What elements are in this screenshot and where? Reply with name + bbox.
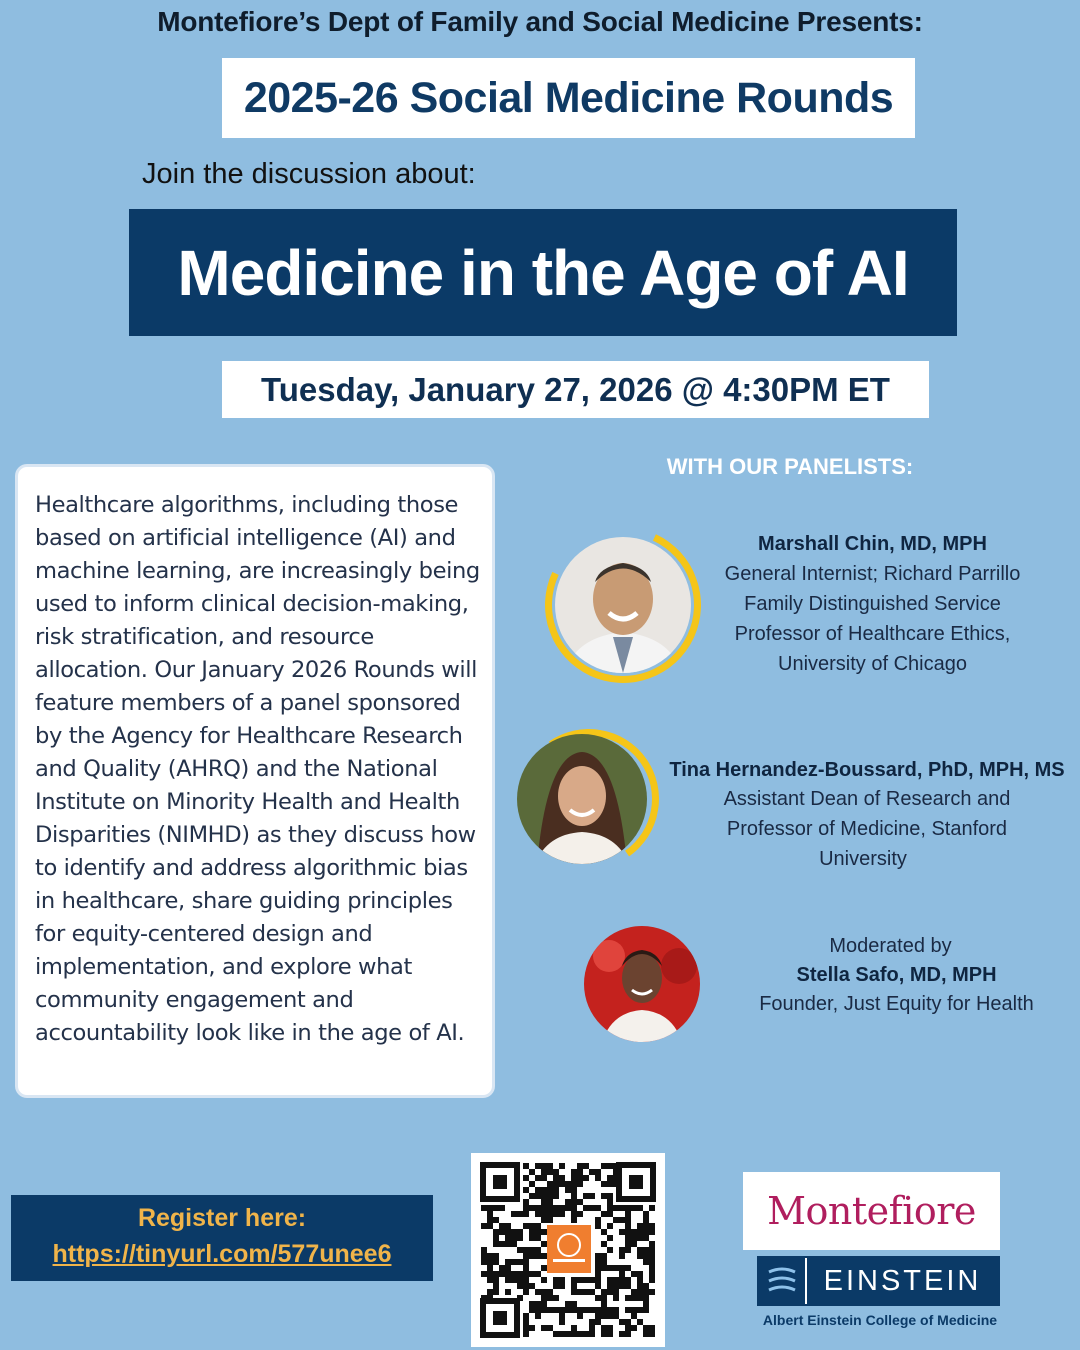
event-title: Medicine in the Age of AI (177, 236, 909, 309)
moderator-photo-safo (584, 926, 700, 1042)
title-banner (129, 209, 957, 336)
panelist-title-line: Family Distinguished Service (744, 593, 1001, 615)
panelist-title-line: Professor of Healthcare Ethics, (734, 623, 1011, 645)
einstein-subtitle: Albert Einstein College of Medicine (762, 1312, 998, 1328)
register-link[interactable]: https://tinyurl.com/577unee6 (52, 1240, 392, 1268)
panelist-bio-chin (690, 529, 1055, 679)
registration-qr-code[interactable] (471, 1153, 665, 1347)
panelist-title-line: Professor of Medicine, Stanford (726, 818, 1008, 840)
qr-code-graphic (471, 1153, 665, 1347)
montefiore-logo (743, 1172, 1000, 1250)
panelist-bio-hernandez-boussard (668, 755, 1066, 785)
register-banner (11, 1195, 433, 1281)
presenter-line: Montefiore’s Dept of Family and Social Medicine Presents: (157, 6, 923, 37)
series-banner (222, 58, 915, 138)
moderator-title: Founder, Just Equity for Health (759, 993, 1034, 1015)
panelist-title-line: General Internist; Richard Parrillo (724, 563, 1021, 585)
panelist-bio-lines (690, 784, 1044, 874)
einstein-logo (757, 1256, 1000, 1306)
panelist-name: Marshall Chin, MD, MPH (758, 533, 987, 555)
date-banner (222, 361, 929, 418)
moderator-name: Stella Safo, MD, MPH (796, 964, 997, 986)
panelist-title-line: University of Chicago (778, 653, 967, 675)
event-datetime: Tuesday, January 27, 2026 @ 4:30PM ET (261, 370, 890, 408)
description-card (15, 464, 495, 1098)
montefiore-wordmark: Montefiore (767, 1189, 976, 1233)
moderator-prefix: Moderated by (829, 935, 952, 957)
einstein-emblem-icon (759, 1258, 805, 1304)
panelist-photo-chin (555, 537, 691, 673)
description-text: Healthcare algorithms, including those based on artificial intelligence (AI) and machine learning, are increasingly being used to inform clinical decision-making, risk stratification, and resource allocation. Our January 2026 Rounds will feature members of a panel sponsored by the Agency for Healthcare Research and Quality (AHRQ) and the National Institute on Minority Health and Health Disparities (NIMHD) as they discuss how to identify and address algorithmic bias in healthcare, share guiding principles for equity-centered design and implementation, and explore what community engagement and accountability look like in the age of AI. (35, 492, 480, 1046)
register-label: Register here: (137, 1204, 307, 1232)
einstein-wordmark: EINSTEIN (807, 1258, 998, 1304)
moderator-bio (745, 932, 1048, 1019)
series-title: 2025-26 Social Medicine Rounds (243, 73, 894, 122)
panelist-photo-hernandez-boussard (517, 734, 647, 864)
panelist-title-line: Assistant Dean of Research and (723, 788, 1011, 810)
join-text: Join the discussion about: (142, 158, 476, 190)
panelist-title-line: University (819, 848, 907, 870)
panelist-name: Tina Hernandez-Boussard, PhD, MPH, MS (669, 759, 1065, 781)
panelists-heading: WITH OUR PANELISTS: (666, 454, 914, 479)
